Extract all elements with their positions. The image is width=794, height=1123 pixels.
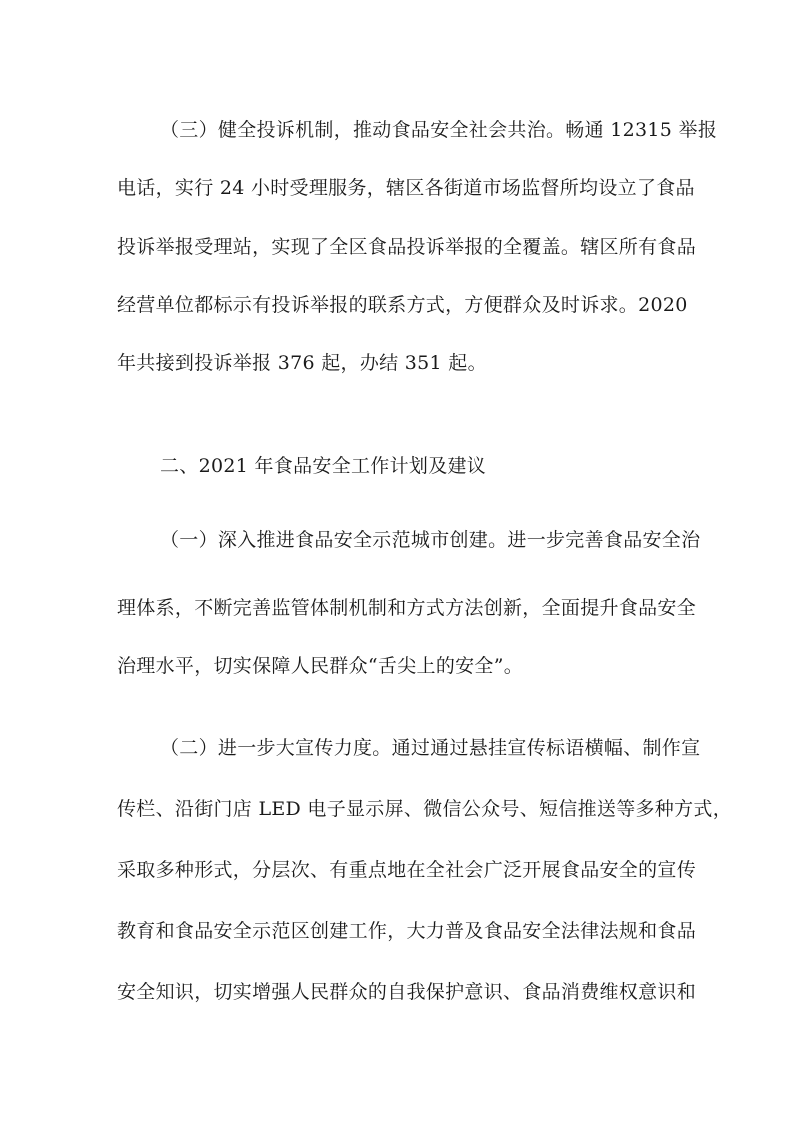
paragraph-complaint-line-3: 投诉举报受理站，实现了全区食品投诉举报的全覆盖。辖区所有食品: [117, 236, 697, 258]
section-heading: 二、2021 年食品安全工作计划及建议: [160, 455, 487, 477]
paragraph-complaint-line-4: 经营单位都标示有投诉举报的联系方式，方便群众及时诉求。2020: [117, 294, 688, 316]
paragraph-publicity-line-3: 采取多种形式，分层次、有重点地在全社会广泛开展食品安全的宣传: [117, 859, 697, 881]
paragraph-publicity-line-2: 传栏、沿街门店 LED 电子显示屏、微信公众号、短信推送等多种方式，: [117, 798, 733, 820]
paragraph-publicity-line-1: （二）进一步大宣传力度。通过通过悬挂宣传标语横幅、制作宣: [160, 737, 701, 759]
paragraph-complaint-line-1: （三）健全投诉机制，推动食品安全社会共治。畅通 12315 举报: [160, 119, 718, 141]
paragraph-complaint-line-2: 电话，实行 24 小时受理服务，辖区各街道市场监督所均设立了食品: [117, 177, 695, 199]
paragraph-demonstration-line-3: 治理水平，切实保障人民群众“舌尖上的安全”。: [117, 655, 524, 677]
paragraph-publicity-line-4: 教育和食品安全示范区创建工作，大力普及食品安全法律法规和食品: [117, 920, 697, 942]
paragraph-demonstration-line-1: （一）深入推进食品安全示范城市创建。进一步完善食品安全治: [160, 529, 701, 551]
paragraph-complaint-line-5: 年共接到投诉举报 376 起，办结 351 起。: [117, 352, 487, 374]
paragraph-demonstration-line-2: 理体系，不断完善监管体制机制和方式方法创新，全面提升食品安全: [117, 597, 697, 619]
paragraph-publicity-line-5: 安全知识，切实增强人民群众的自我保护意识、食品消费维权意识和: [117, 981, 697, 1003]
